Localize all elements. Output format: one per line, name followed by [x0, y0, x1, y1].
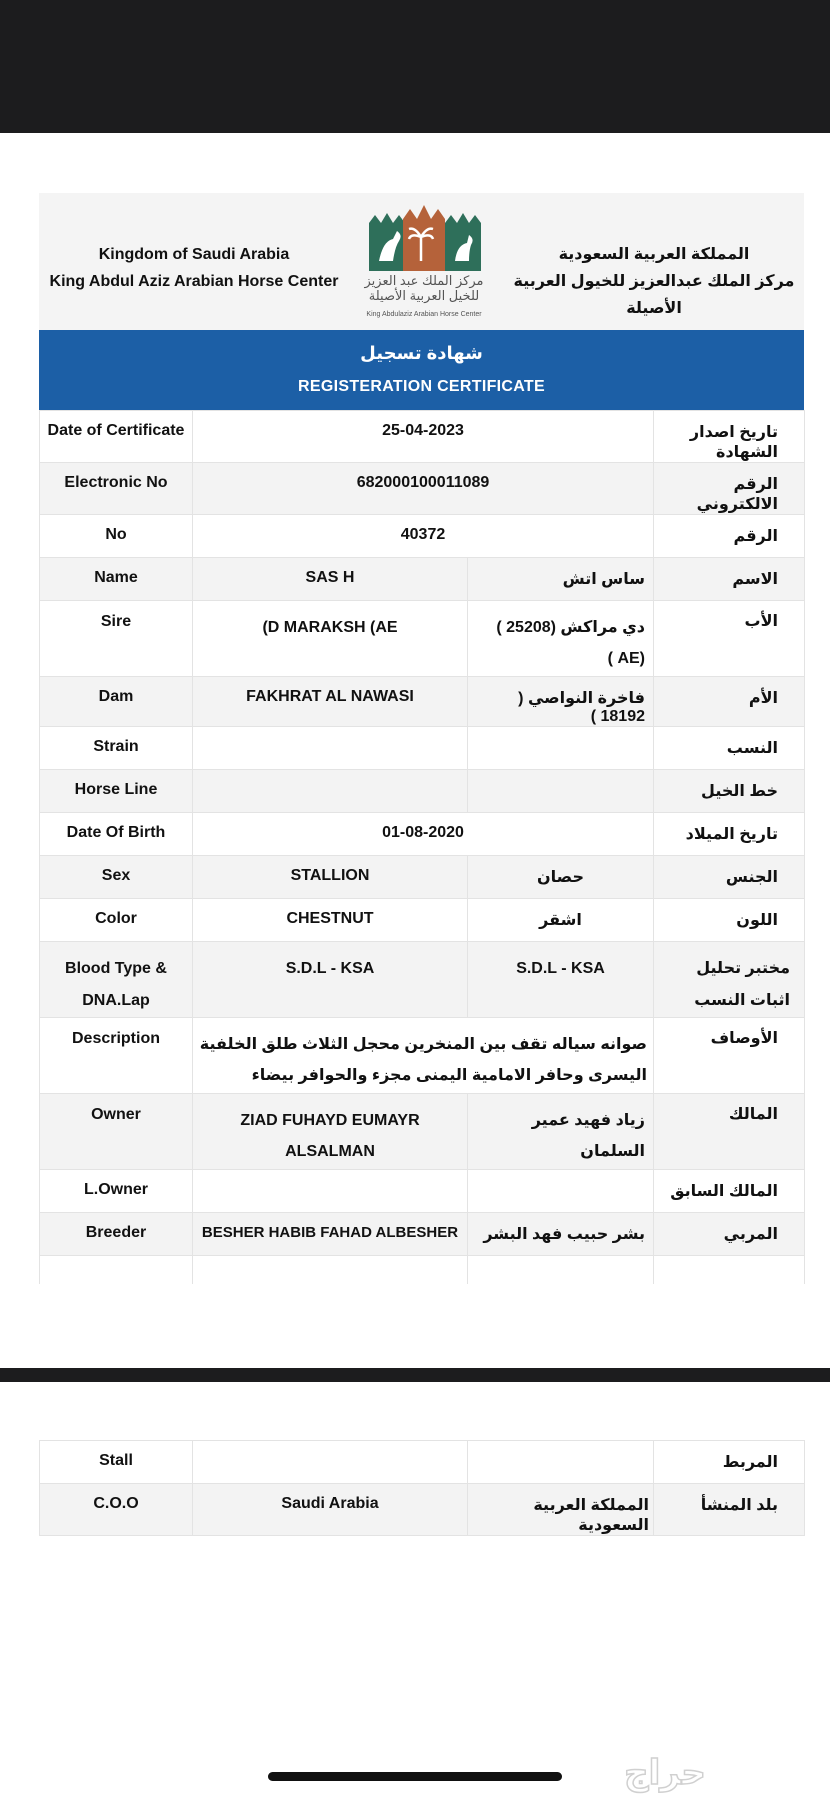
value-blood-ar: S.D.L - KSA: [468, 942, 654, 1018]
value-electronic-no: 682000100011089: [193, 463, 654, 515]
watermark-text: حراج: [624, 1753, 706, 1793]
label-en: Electronic No: [40, 463, 193, 515]
center-logo: [359, 201, 489, 323]
value-l-owner-en: [193, 1170, 468, 1213]
value-color-ar: اشقر: [468, 899, 654, 942]
title-arabic: شهادة تسجيل: [360, 343, 483, 363]
value-dam-en: FAKHRAT AL NAWASI: [193, 677, 468, 727]
label-en: Strain: [40, 727, 193, 770]
certificate-table-continued: [39, 1440, 805, 1536]
empty-cell: [193, 1256, 468, 1285]
value-blood-en: S.D.L - KSA: [193, 942, 468, 1018]
label-en: Breeder: [40, 1213, 193, 1256]
label-ar: المربي: [654, 1213, 805, 1256]
value-date-certificate: 25-04-2023: [193, 411, 654, 463]
label-ar: الأب: [654, 601, 805, 677]
logo-arabic-text: [359, 273, 489, 303]
empty-cell: [40, 1256, 193, 1285]
header-en-line2: King Abdul Aziz Arabian Horse Center: [49, 273, 339, 290]
table-row-description: [40, 1018, 805, 1094]
label-ar: مختبر تحليل اثبات النسب: [654, 942, 805, 1018]
label-ar: المربط: [654, 1441, 805, 1484]
label-en: Color: [40, 899, 193, 942]
value-sire-ar: دي مراكش (25208 ) (AE ): [468, 601, 654, 677]
label-en: Date of Certificate: [40, 411, 193, 463]
certificate-header: [39, 193, 804, 330]
value-strain-en: [193, 727, 468, 770]
label-ar: تاريخ اصدار الشهادة: [654, 411, 805, 463]
label-en: Owner: [40, 1094, 193, 1170]
table-row-date-certificate: [40, 411, 805, 463]
value-stall-ar: [468, 1441, 654, 1484]
title-english: REGISTERATION CERTIFICATE: [298, 378, 545, 395]
value-breeder-en: BESHER HABIB FAHAD ALBESHER: [193, 1213, 468, 1256]
table-row-empty: [40, 1256, 805, 1285]
table-row-no: [40, 515, 805, 558]
header-ar-line2: مركز الملك عبدالعزيز للخيول العربية الأصيلة: [513, 273, 795, 317]
table-row-breeder: [40, 1213, 805, 1256]
value-coo-en: Saudi Arabia: [193, 1484, 468, 1536]
value-strain-ar: [468, 727, 654, 770]
label-en: Sire: [40, 601, 193, 677]
value-stall-en: [193, 1441, 468, 1484]
label-en: Horse Line: [40, 770, 193, 813]
empty-cell: [468, 1256, 654, 1285]
value-sex-en: STALLION: [193, 856, 468, 899]
value-l-owner-ar: [468, 1170, 654, 1213]
label-ar: المالك السابق: [654, 1170, 805, 1213]
certificate-table: [39, 410, 805, 1284]
table-row-color: [40, 899, 805, 942]
label-ar: الرقم الالكتروني: [654, 463, 805, 515]
table-row-electronic-no: [40, 463, 805, 515]
label-ar: الجنس: [654, 856, 805, 899]
label-ar: خط الخيل: [654, 770, 805, 813]
label-en: No: [40, 515, 193, 558]
label-en: Name: [40, 558, 193, 601]
value-horse-line-ar: [468, 770, 654, 813]
label-ar: بلد المنشأ: [654, 1484, 805, 1536]
label-ar: اللون: [654, 899, 805, 942]
table-row-coo: [40, 1484, 805, 1536]
table-row-stall: [40, 1441, 805, 1484]
logo-emblem-icon: [359, 201, 489, 271]
home-indicator[interactable]: [268, 1772, 562, 1781]
label-ar: الرقم: [654, 515, 805, 558]
label-en: Sex: [40, 856, 193, 899]
label-en: C.O.O: [40, 1484, 193, 1536]
logo-ar-line1: مركز الملك عبد العزيز: [364, 273, 484, 288]
table-row-strain: [40, 727, 805, 770]
value-date-of-birth: 01-08-2020: [193, 813, 654, 856]
label-en: Stall: [40, 1441, 193, 1484]
table-row-horse-line: [40, 770, 805, 813]
label-en: Description: [40, 1018, 193, 1094]
value-color-en: CHESTNUT: [193, 899, 468, 942]
value-owner-en: ZIAD FUHAYD EUMAYR ALSALMAN: [193, 1094, 468, 1170]
value-name-ar: ساس اتش: [468, 558, 654, 601]
page-break-bar: [0, 1368, 830, 1382]
table-row-l-owner: [40, 1170, 805, 1213]
logo-english-text: King Abdulaziz Arabian Horse Center: [366, 311, 482, 318]
haraj-watermark: [600, 1748, 730, 1796]
value-breeder-ar: بشر حبيب فهد البشر: [468, 1213, 654, 1256]
label-en: Blood Type & DNA.Lap: [40, 942, 193, 1018]
top-dark-bar: [0, 0, 830, 133]
header-ar-line1: المملكة العربية السعودية: [558, 246, 750, 263]
table-row-date-of-birth: [40, 813, 805, 856]
value-owner-ar: زياد فهيد عمير السلمان: [468, 1094, 654, 1170]
header-en-line1: Kingdom of Saudi Arabia: [98, 246, 290, 263]
value-coo-ar: المملكة العربية السعودية: [468, 1484, 654, 1536]
label-ar: الاسم: [654, 558, 805, 601]
value-dam-ar: فاخرة النواصي ( 18192 ): [468, 677, 654, 727]
value-no: 40372: [193, 515, 654, 558]
label-en: L.Owner: [40, 1170, 193, 1213]
certificate-title-banner: [39, 330, 804, 410]
label-ar: الأوصاف: [654, 1018, 805, 1094]
value-name-en: SAS H: [193, 558, 468, 601]
value-sex-ar: حصان: [468, 856, 654, 899]
header-arabic: [504, 241, 804, 322]
logo-ar-line2: للخيل العربية الأصيلة: [368, 288, 480, 303]
table-row-name: [40, 558, 805, 601]
table-row-blood-type: [40, 942, 805, 1018]
table-row-owner: [40, 1094, 805, 1170]
label-en: Dam: [40, 677, 193, 727]
value-horse-line-en: [193, 770, 468, 813]
label-ar: تاريخ الميلاد: [654, 813, 805, 856]
header-english: [39, 241, 349, 295]
label-ar: الأم: [654, 677, 805, 727]
label-ar: النسب: [654, 727, 805, 770]
label-ar: المالك: [654, 1094, 805, 1170]
table-row-sex: [40, 856, 805, 899]
label-en: Date Of Birth: [40, 813, 193, 856]
table-row-dam: [40, 677, 805, 727]
table-row-sire: [40, 601, 805, 677]
value-description: صوانه سياله تقف بين المنخرين محجل الثلاث طلق الخلفية اليسرى وحافر الامامية اليمنى مجزء والحوافر بيضاء: [193, 1018, 654, 1094]
empty-cell: [654, 1256, 805, 1285]
value-sire-en: (D MARAKSH (AE: [193, 601, 468, 677]
